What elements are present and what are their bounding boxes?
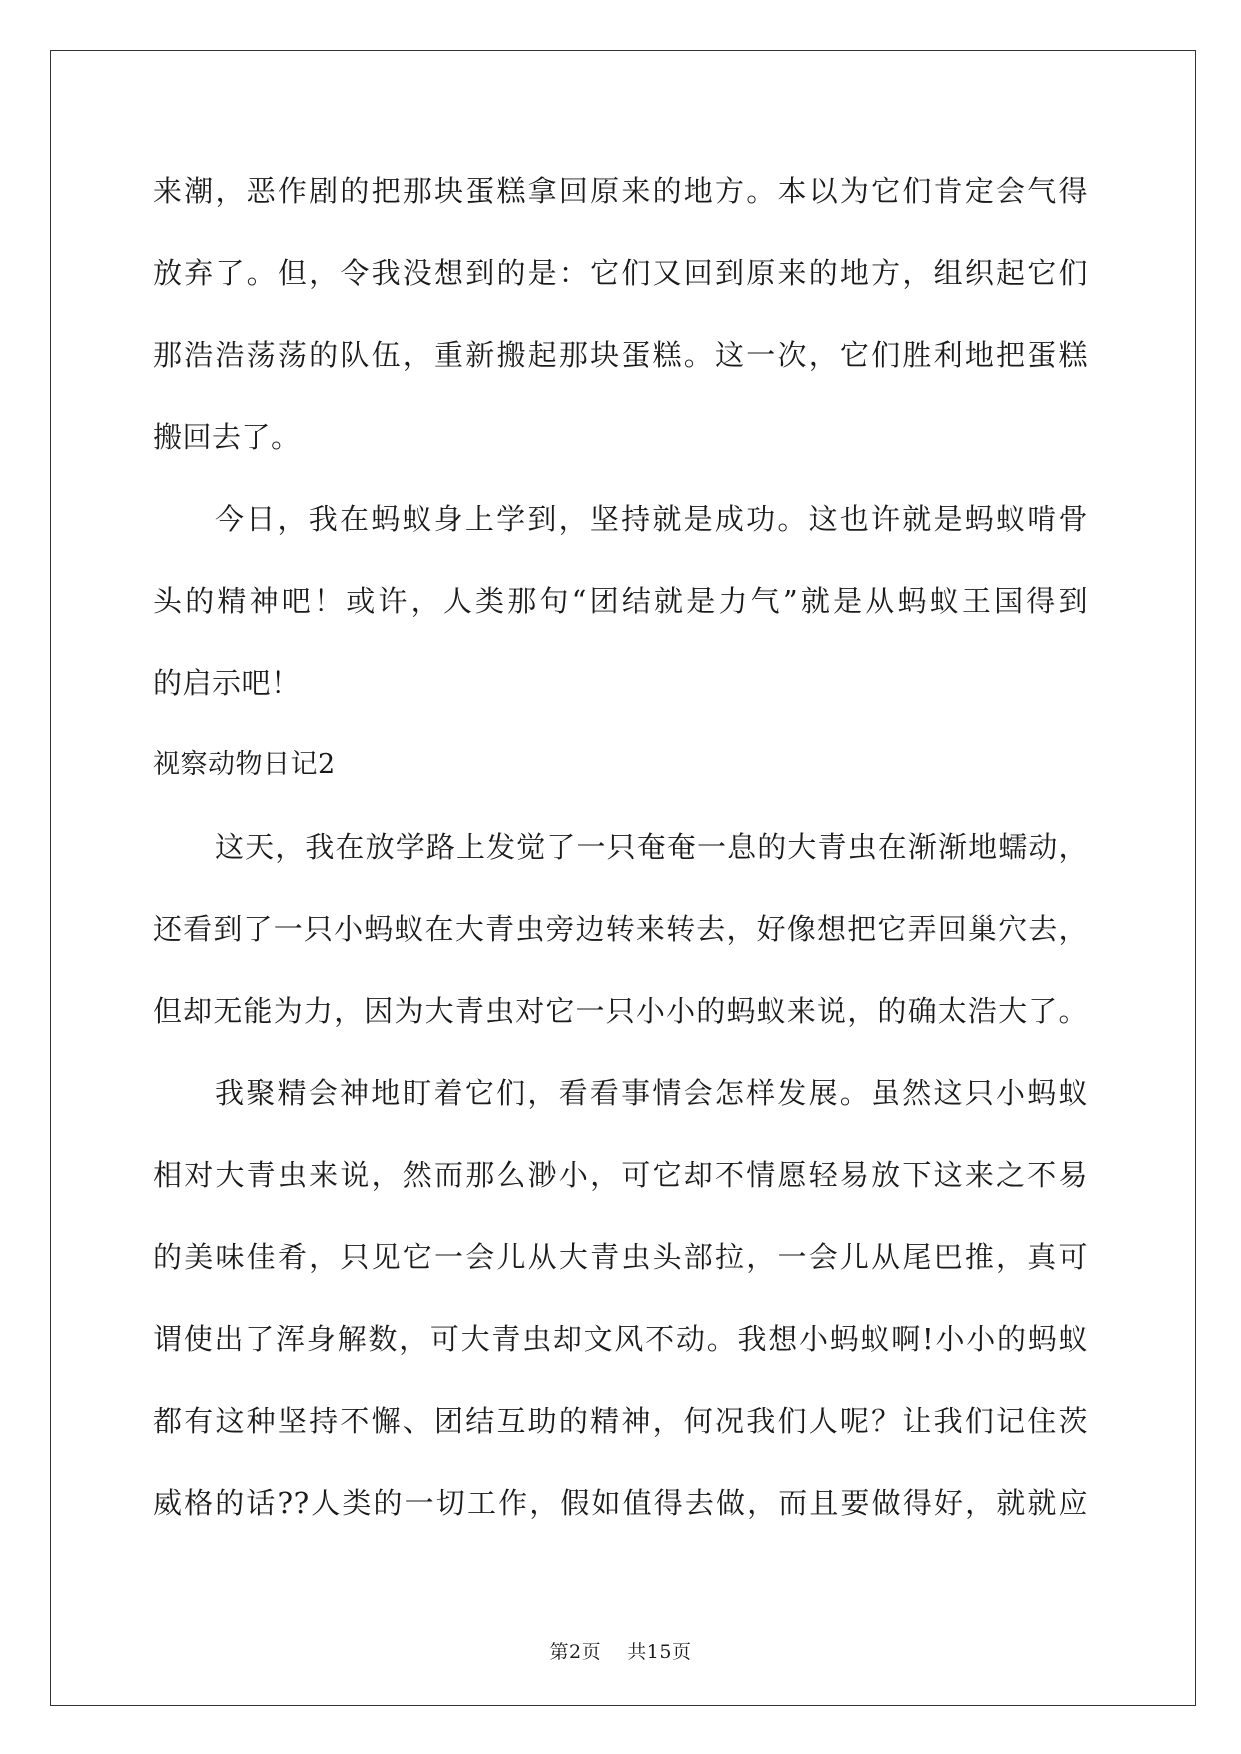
text-line: 这天，我在放学路上发觉了一只奄奄一息的大青虫在渐渐地蠕动， — [215, 830, 1088, 864]
page-number: 第2页 — [549, 1641, 602, 1663]
text-line: 还看到了一只小蚂蚁在大青虫旁边转来转去，好像想把它弄回巢穴去， — [153, 912, 1088, 946]
text-line: 都有这种坚持不懈、团结互助的精神，何况我们人呢？让我们记住茨 — [153, 1404, 1088, 1438]
text-line: 相对大青虫来说，然而那么渺小，可它却不情愿轻易放下这来之不易 — [153, 1158, 1088, 1192]
document-body — [153, 150, 1088, 1544]
text-line: 搬回去了。 — [153, 420, 301, 454]
text-line: 威格的话??人类的一切工作，假如值得去做，而且要做得好，就就应 — [153, 1486, 1088, 1520]
text-line: 放弃了。但，令我没想到的是：它们又回到原来的地方，组织起它们 — [153, 256, 1088, 290]
text-line: 的美味佳肴，只见它一会儿从大青虫头部拉，一会儿从尾巴推，真可 — [153, 1240, 1088, 1274]
text-line: 今日，我在蚂蚁身上学到，坚持就是成功。这也许就是蚂蚁啃骨 — [215, 502, 1088, 536]
text-line: 我聚精会神地盯着它们，看看事情会怎样发展。虽然这只小蚂蚁 — [215, 1076, 1088, 1110]
text-line: 那浩浩荡荡的队伍，重新搬起那块蛋糕。这一次，它们胜利地把蛋糕 — [153, 338, 1088, 372]
text-line: 但却无能为力，因为大青虫对它一只小小的蚂蚁来说，的确太浩大了。 — [153, 994, 1088, 1028]
text-line: 来潮，恶作剧的把那块蛋糕拿回原来的地方。本以为它们肯定会气得 — [153, 174, 1088, 208]
section-heading: 视察动物日记2 — [153, 749, 336, 780]
text-line: 的启示吧！ — [153, 666, 301, 700]
page-total: 共15页 — [627, 1641, 692, 1663]
page-footer — [0, 1637, 1241, 1664]
text-line: 头的精神吧！或许，人类那句“团结就是力气”就是从蚂蚁王国得到 — [153, 584, 1088, 618]
text-line: 谓使出了浑身解数，可大青虫却文风不动。我想小蚂蚁啊!小小的蚂蚁 — [153, 1322, 1088, 1356]
